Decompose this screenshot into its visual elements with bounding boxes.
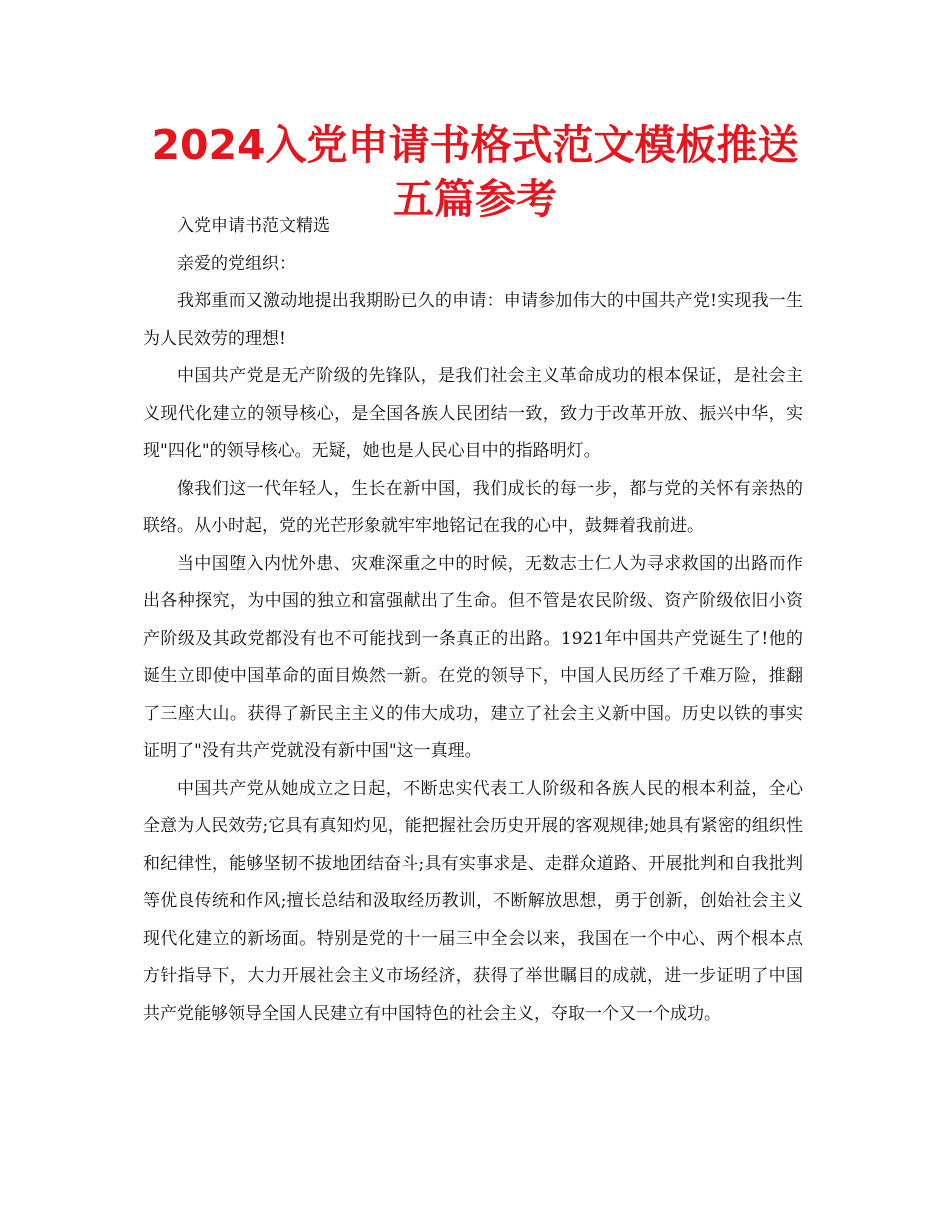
paragraph-subtitle: 入党申请书范文精选 xyxy=(177,216,330,236)
document-body xyxy=(143,208,803,1033)
paragraph: 中国共产党是无产阶级的先锋队，是我们社会主义革命成功的根本保证，是社会主义现代化建立的领导核心，是全国各族人民团结一致，致力于改革开放、振兴中华，实现"四化"的领导核心。无疑，她也是人民心目中的指路明灯。 xyxy=(143,366,803,461)
paragraph: 中国共产党从她成立之日起，不断忠实代表工人阶级和各族人民的根本利益，全心全意为人民效劳;它具有真知灼见，能把握社会历史开展的客观规律;她具有紧密的组织性和纪律性，能够坚韧不拔地团结奋斗;具有实事求是、走群众道路、开展批判和自我批判等优良传统和作风;擅长总结和汲取经历教训，不断解放思想，勇于创新，创始社会主义现代化建立的新场面。特别是党的十一届三中全会以来，我国在一个中心、两个根本点方针指导下，大力开展社会主义市场经济，获得了举世瞩目的成就，进一步证明了中国共产党能够领导全国人民建立有中国特色的社会主义，夺取一个又一个成功。 xyxy=(143,778,803,1024)
paragraph-salutation: 亲爱的党组织： xyxy=(177,253,296,274)
document-title: 2024入党申请书格式范文模板推送五篇参考 xyxy=(151,121,799,223)
paragraph: 我郑重而又激动地提出我期盼已久的申请：申请参加伟大的中国共产党!实现我一生为人民效劳的理想! xyxy=(143,291,803,349)
paragraph: 像我们这一代年轻人，生长在新中国，我们成长的每一步，都与党的关怀有亲热的联络。从小时起，党的光芒形象就牢牢地铭记在我的心中，鼓舞着我前进。 xyxy=(143,478,803,536)
paragraph: 当中国堕入内忧外患、灾难深重之中的时候，无数志士仁人为寻求救国的出路而作出各种探究，为中国的独立和富强献出了生命。但不管是农民阶级、资产阶级依旧小资产阶级及其政党都没有也不可能找到一条真正的出路。1921年中国共产党诞生了!他的诞生立即使中国革命的面目焕然一新。在党的领导下，中国人民历经了千难万险，推翻了三座大山。获得了新民主主义的伟大成功，建立了社会主义新中国。历史以铁的事实证明了"没有共产党就没有新中国"这一真理。 xyxy=(143,553,803,761)
